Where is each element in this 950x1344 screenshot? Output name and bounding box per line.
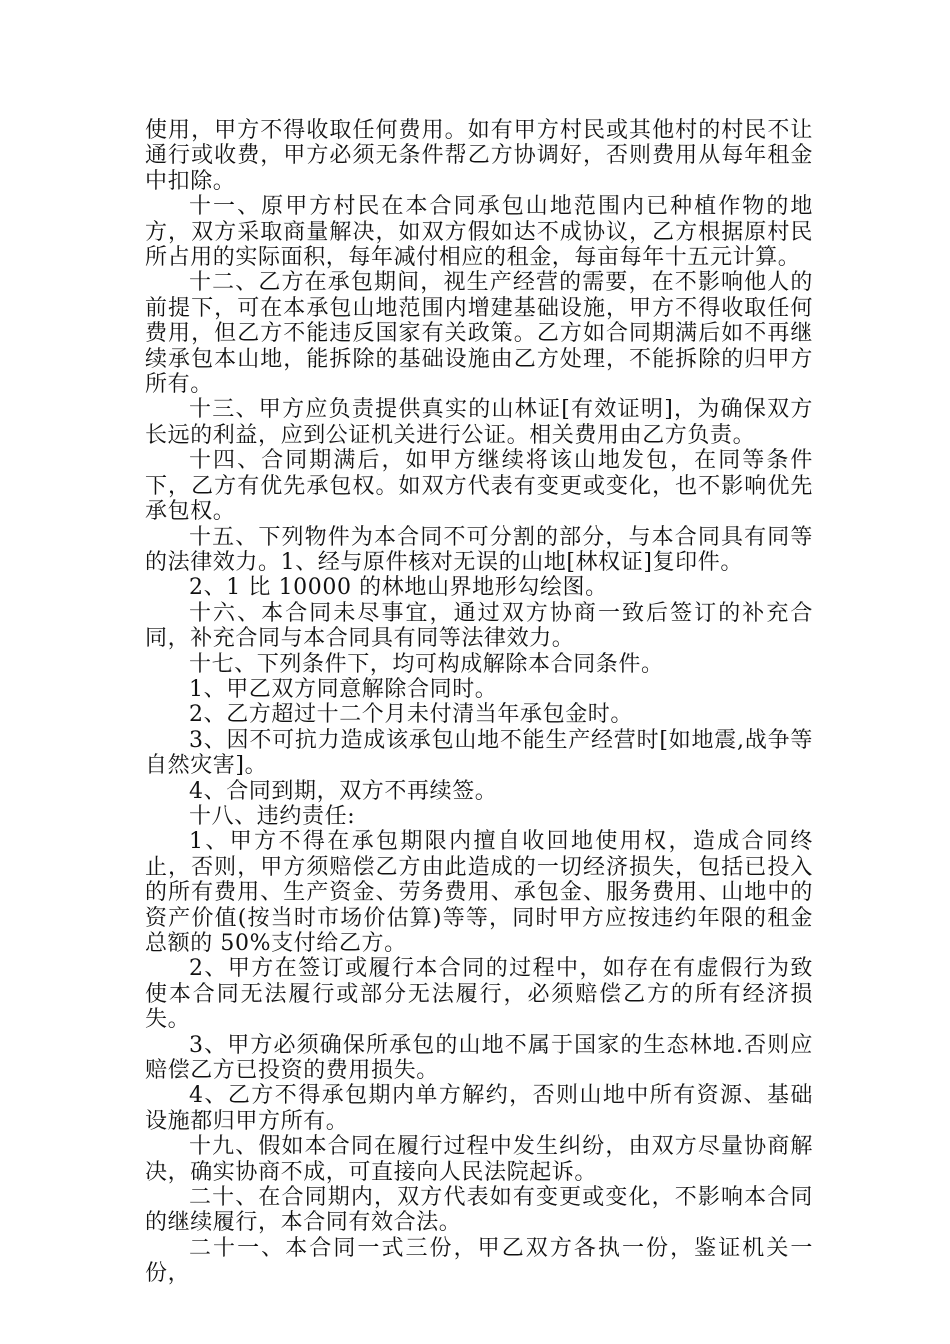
- document-paragraph: 2、乙方超过十二个月未付清当年承包金时。: [189, 702, 633, 728]
- document-paragraph: 2、1 比 10000 的林地山界地形勾绘图。: [189, 575, 608, 601]
- document-paragraph: 十四、合同期满后，如甲方继续将该山地发包，在同等条件下，乙方有优先承包权。如双方代表有变更或变化，也不影响优先承包权。: [145, 448, 813, 525]
- document-paragraph: 二十、在合同期内，双方代表如有变更或变化，不影响本合同的继续履行，本合同有效合法。: [145, 1185, 813, 1236]
- document-paragraph: 4、乙方不得承包期内单方解约，否则山地中所有资源、基础设施都归甲方所有。: [145, 1083, 813, 1134]
- document-paragraph: 使用，甲方不得收取任何费用。如有甲方村民或其他村的村民不让通行或收费，甲方必须无条件帮乙方协调好，否则费用从每年租金中扣除。: [145, 118, 813, 194]
- document-paragraph: 十七、下列条件下，均可构成解除本合同条件。: [189, 651, 664, 677]
- document-paragraph: 十六、本合同未尽事宜，通过双方协商一致后签订的补充合同，补充合同与本合同具有同等法律效力。: [145, 600, 813, 652]
- document-paragraph: 十一、原甲方村民在本合同承包山地范围内已种植作物的地方，双方采取商量解决，如双方假如达不成协议，乙方根据原村民所占用的实际面积，每年减付相应的租金，每亩每年十五元计算。: [145, 194, 813, 271]
- document-paragraph: 十九、假如本合同在履行过程中发生纠纷，由双方尽量协商解决，确实协商不成，可直接向人民法院起诉。: [145, 1134, 813, 1185]
- document-paragraph: 1、甲方不得在承包期限内擅自收回地使用权，造成合同终止，否则，甲方须赔偿乙方由此造成的一切经济损失，包括已投入的所有费用、生产资金、劳务费用、承包金、服务费用、山地中的资产价值(按当时市场价估算)等等，同时甲方应按违约年限的租金总额的 50%支付给乙方。: [145, 829, 813, 956]
- document-paragraph: 二十一、本合同一式三份，甲乙双方各执一份，鉴证机关一份，: [145, 1235, 813, 1287]
- document-paragraph: 2、甲方在签订或履行本合同的过程中，如存在有虚假行为致使本合同无法履行或部分无法履行，必须赔偿乙方的所有经济损失。: [145, 956, 813, 1033]
- document-paragraph: 十五、下列物件为本合同不可分割的部分，与本合同具有同等的法律效力。1、经与原件核对无误的山地[林权证]复印件。: [145, 524, 813, 575]
- document-paragraph: 3、因不可抗力造成该承包山地不能生产经营时[如地震,战争等自然灾害]。: [145, 727, 813, 779]
- document-paragraph: 1、甲乙双方同意解除合同时。: [189, 676, 498, 702]
- document-paragraph: 十八、违约责任:: [189, 803, 356, 829]
- document-paragraph: 4、合同到期，双方不再续签。: [189, 778, 498, 804]
- document-paragraph: 十二、乙方在承包期间，视生产经营的需要，在不影响他人的前提下，可在本承包山地范围内增建基础设施，甲方不得收取任何费用，但乙方不能违反国家有关政策。乙方如合同期满后如不再继续承包本山地，能拆除的基础设施由乙方处理，不能拆除的归甲方所有。: [145, 270, 813, 398]
- document-paragraph: 3、甲方必须确保所承包的山地不属于国家的生态林地.否则应赔偿乙方已投资的费用损失。: [145, 1032, 813, 1084]
- document-paragraph: 十三、甲方应负责提供真实的山林证[有效证明]，为确保双方长远的利益，应到公证机关进行公证。相关费用由乙方负责。: [145, 397, 813, 448]
- document-body: [145, 118, 813, 1287]
